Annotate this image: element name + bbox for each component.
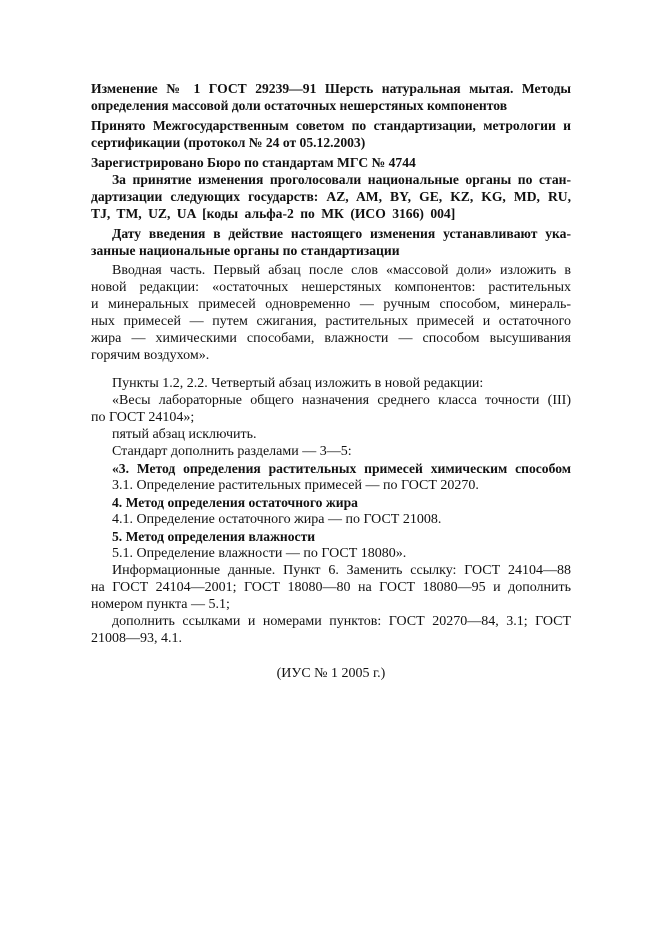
adopted-line-2: сертификации (протокол № 24 от 05.12.2003) [91,135,366,150]
title-line-1: Изменение № 1 ГОСТ 29239—91 Шерсть натуральная мытая. Методы [91,81,571,96]
registered-line: Зарегистрировано Бюро по стандартам МГС № 4744 [91,155,416,170]
section-3-heading: «3. Метод определения растительных примесей химическим способом [112,461,571,476]
section-4-text: 4.1. Определение остаточного жира — по ГОСТ 21008. [112,512,442,527]
adopted-line-1: Принято Межгосударственным советом по стандартизации, метрологии и [91,118,571,133]
scales-line-1: «Весы лабораторные общего назначения среднего класса точности (III) [112,393,571,408]
section-4-heading: 4. Метод определения остаточного жира [112,495,358,510]
info-line-1: Информационные данные. Пункт 6. Заменить ссылку: ГОСТ 24104—88 [112,563,571,578]
refs-line-1: дополнить ссылками и номерами пунктов: ГОСТ 20270—84, 3.1; ГОСТ [112,614,571,629]
scales-line-2: по ГОСТ 24104»; [91,410,195,425]
voted-line-2: дартизации следующих государств: AZ, AM, BY, GE, KZ, KG, MD, RU, [91,189,571,204]
voted-line-1: За принятие изменения проголосовали национальные органы по стан- [112,172,571,187]
intro-line-2: новой редакции: «остаточных нешерстяных компонентов: растительных [91,280,571,295]
section-3-text: 3.1. Определение растительных примесей — по ГОСТ 20270. [112,478,479,493]
date-line-2: занные национальные органы по стандартизации [91,243,400,258]
info-line-3: номером пункта — 5.1; [91,597,230,612]
voted-line-3: TJ, TM, UZ, UA [коды альфа-2 по МК (ИСО 3166) 004] [91,206,456,221]
intro-line-1: Вводная часть. Первый абзац после слов «массовой доли» изложить в [112,263,571,278]
section-5-text: 5.1. Определение влажности — по ГОСТ 18080». [112,546,407,561]
info-line-2: на ГОСТ 24104—2001; ГОСТ 18080—80 на ГОСТ 18080—95 и дополнить [91,580,571,595]
ius-reference: (ИУС № 1 2005 г.) [276,666,386,681]
intro-line-4: ных примесей — путем сжигания, растительных примесей и остаточного [91,314,571,329]
date-line-1: Дату введения в действие настоящего изменения устанавливают ука- [112,226,571,241]
intro-line-6: горячим воздухом». [91,348,210,363]
points-line: Пункты 1.2, 2.2. Четвертый абзац изложить в новой редакции: [112,376,484,391]
supplement-line: Стандарт дополнить разделами — 3—5: [112,444,352,459]
section-5-heading: 5. Метод определения влажности [112,529,316,544]
refs-line-2: 21008—93, 4.1. [91,631,182,646]
intro-line-3: и минеральных примесей одновременно — ручным способом, минераль- [91,297,571,312]
title-line-2: определения массовой доли остаточных нешерстяных компонентов [91,98,508,113]
fifth-paragraph-line: пятый абзац исключить. [112,427,257,442]
intro-line-5: жира — химическими способами, влажности — способом высушивания [91,331,571,346]
